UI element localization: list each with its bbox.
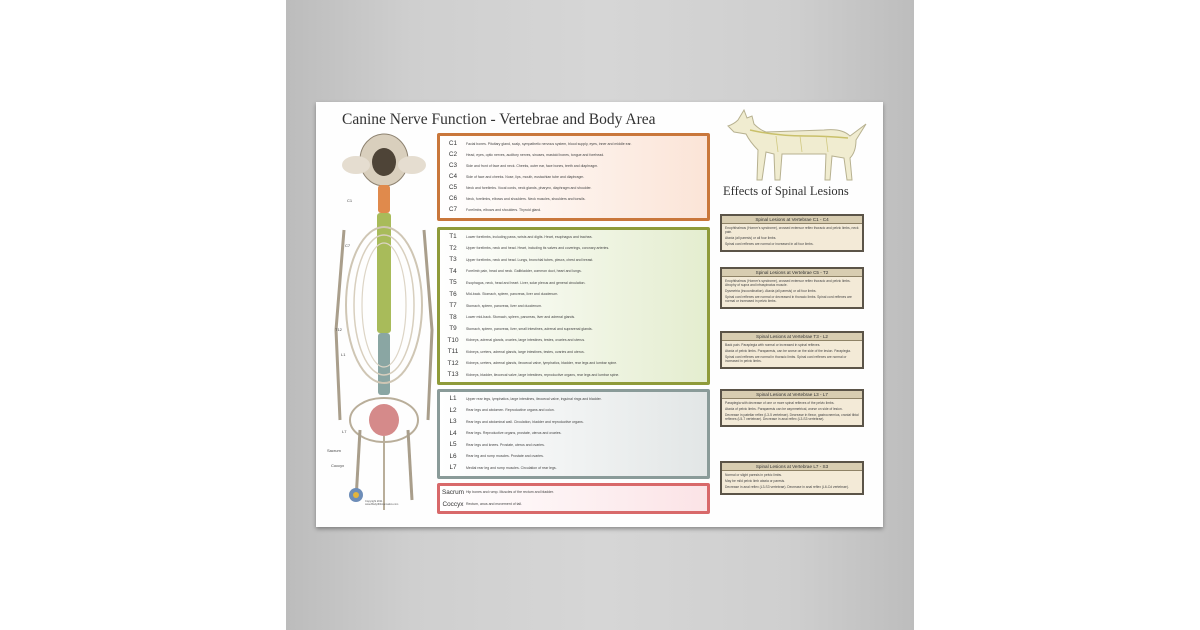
- lesion-title: Spinal Lesions at Vertebrae C5 - T2: [722, 269, 862, 277]
- thoracic-row: [440, 358, 707, 370]
- lesion-text: Enophthalmos (Horner's syndrome), crossed extensor reflex thoracic and pelvic limbs, neck pain.: [725, 226, 859, 234]
- vertebra-description: Kidneys, ureters, adrenal glands, ileocecal valve, lymphatics, bladder, rear legs and lumbar spine.: [466, 361, 618, 366]
- copyright-site: www.Body3Dkinematics.com: [365, 503, 399, 507]
- vertebra-label: T2: [449, 244, 457, 252]
- lumbar-row: [440, 462, 707, 474]
- vertebra-label: T5: [449, 279, 457, 287]
- sacral-row: [440, 498, 707, 510]
- thoracic-row: [440, 254, 707, 266]
- poster: [316, 102, 883, 527]
- vertebra-label: Coccyx: [442, 500, 464, 508]
- vertebra-description: Lower mid-back. Stomach, spleen, pancreas, liver and adrenal glands.: [466, 315, 576, 320]
- thoracic-row: [440, 243, 707, 255]
- vertebra-description: Forelimbs, elbows and shoulders. Thyroid gland.: [466, 207, 542, 212]
- cervical-row: [440, 160, 707, 171]
- lesion-title: Spinal Lesions at Vertebrae T3 - L2: [722, 333, 862, 341]
- vertebra-label: T12: [447, 359, 459, 367]
- vertebra-label: L6: [449, 452, 457, 460]
- cervical-row: [440, 149, 707, 160]
- lesion-title: Spinal Lesions at Vertebrae L3 - L7: [722, 391, 862, 399]
- vertebra-description: Upper rear legs, lymphatics, large intestines, ileocecal valve, inguinal rings and bladder.: [466, 396, 602, 401]
- lesion-text: Decrease in anal reflex (L3-S3 vertebrae). Decrease in anal reflex (L6-Cd vertebrae).: [725, 485, 849, 489]
- vertebra-description: Rear legs. Reproductive organs, prostate, uterus and ovaries.: [466, 431, 562, 436]
- vertebra-label: L1: [449, 395, 457, 403]
- thoracic-row: [440, 369, 707, 381]
- lesion-text: Spinal cord reflexes are normal in thoracic limbs. Spinal cord reflexes are normal or increased in pelvic limbs.: [725, 355, 847, 363]
- cervical-section: [437, 133, 710, 221]
- lumbar-row: [440, 439, 707, 451]
- thoracic-row: [440, 323, 707, 335]
- vertebra-label: C2: [448, 151, 458, 158]
- dog-illustration: [716, 106, 876, 184]
- vertebra-label: T9: [449, 325, 457, 333]
- vertebra-label: T6: [449, 290, 457, 298]
- vertebra-label: T1: [449, 233, 457, 241]
- lesion-panel-t3-l2: [720, 331, 864, 369]
- lesion-title: Spinal Lesions at Vertebrae C1 - C4: [722, 216, 862, 224]
- poster-title: Canine Nerve Function - Vertebrae and Body Area: [342, 111, 656, 128]
- vertebra-description: Lower forelimbs, including paws, wrists and digits. Heart, esophagus and trachea.: [466, 234, 593, 239]
- effects-title: Effects of Spinal Lesions: [723, 184, 849, 198]
- vertebra-label: C7: [448, 206, 458, 213]
- skeleton-label-sacrum: Sacrum: [327, 448, 341, 453]
- skeleton-label-coccyx: Coccyx: [331, 463, 345, 468]
- vertebra-description: Upper forelimbs, neck and head. Lungs, bronchial tubes, pleura, chest and breast.: [466, 257, 594, 262]
- lesion-text: Enophthalmos (Horner's syndrome), crossed extensor reflex thoracic and pelvic limbs. Atrophy of supra and infraspinatus muscle.: [725, 279, 851, 287]
- lesion-text: Normal or slight paresis in pelvic limbs.: [725, 473, 782, 477]
- lesion-text: Ataxia of pelvic limbs. Paraparesis, can be worse on the side of the lesion. Paraplegia.: [725, 349, 851, 353]
- lumbar-row: [440, 451, 707, 463]
- vertebra-description: Upper forelimbs, neck and head. Heart, including its valves and coverings, coronary arteries.: [466, 246, 610, 251]
- vertebra-description: Side and front of face and neck. Cheeks, outer ear, face bones, teeth and diaphragm.: [466, 163, 599, 168]
- vertebra-description: Forelimb pain, head and neck. Gallbladder, common duct, heart and lungs.: [466, 269, 582, 274]
- vertebra-description: Neck and forelimbs. Vocal cords, neck glands, pharynx, diaphragm and shoulder.: [466, 185, 592, 190]
- thoracic-row: [440, 231, 707, 243]
- vertebra-label: C6: [448, 195, 458, 202]
- cervical-row: [440, 182, 707, 193]
- lumbar-row: [440, 428, 707, 440]
- vertebra-description: Hip bones and rump. Muscles of the rectum and bladder.: [466, 490, 554, 494]
- vertebra-label: L4: [449, 429, 457, 437]
- sacral-section: [437, 483, 710, 514]
- lumbar-row: [440, 416, 707, 428]
- thoracic-row: [440, 277, 707, 289]
- thoracic-row: [440, 312, 707, 324]
- vertebra-description: Mid-back. Stomach, spleen, pancreas, liver and duodenum.: [466, 292, 559, 297]
- thoracic-row: [440, 300, 707, 312]
- copyright-line: Copyright 2011: [365, 500, 383, 503]
- lumbar-row: [440, 393, 707, 405]
- vertebra-label: C3: [448, 162, 458, 169]
- vertebra-label: T10: [447, 336, 459, 344]
- thoracic-section: [437, 227, 710, 385]
- vertebra-description: Neck, forelimbs, elbows and shoulders. Neck muscles, shoulders and tonsils.: [466, 196, 586, 201]
- vertebra-description: Rectum, anus and movement of tail.: [466, 502, 523, 506]
- vertebra-description: Rear legs and abdominal wall. Circulation, bladder and reproductive organs.: [466, 419, 584, 424]
- lesion-panel-c1-c4: [720, 214, 864, 252]
- lesion-text: Paraplegia with decrease of one or more spinal reflexes of the pelvic limbs.: [725, 401, 835, 405]
- skeleton-label-l1: L1: [341, 352, 346, 357]
- cervical-row: [440, 171, 707, 182]
- lesion-text: Back pain. Paraplegia with normal or increased in spinal reflexes.: [725, 343, 821, 347]
- vertebra-label: L3: [449, 418, 457, 426]
- vertebra-label: L2: [449, 406, 457, 414]
- vertebra-description: Medial rear leg and rump muscles. Circulation of rear legs.: [466, 465, 557, 470]
- vertebra-description: Rear legs and knees. Prostate, uterus and ovaries.: [466, 442, 545, 447]
- thoracic-row: [440, 289, 707, 301]
- vertebra-label: T13: [447, 371, 459, 379]
- copyright: [365, 500, 398, 506]
- cervical-row: [440, 204, 707, 215]
- vertebra-description: Side of face and cheeks. Nose, lips, mouth, eustachian tube and diaphragm.: [466, 174, 585, 179]
- lesion-title: Spinal Lesions at Vertebrae L7 - S3: [722, 463, 862, 471]
- vertebra-label: L5: [449, 441, 457, 449]
- thoracic-row: [440, 335, 707, 347]
- vertebra-description: Kidneys, ureters, adrenal glands, large intestines, testes, ovaries and uterus.: [466, 349, 585, 354]
- vertebra-description: Facial bones. Pituitary gland, scalp, sympathetic nervous system, blood supply, eyes, inner and middle ear.: [466, 141, 632, 146]
- skeleton-label-t12: T12: [335, 327, 342, 332]
- vertebra-label: C1: [448, 140, 458, 147]
- lesion-text: Dysmetria (incoordination). Ataxia (all paresis) or all four limbs.: [725, 289, 817, 293]
- cervical-row: [440, 138, 707, 149]
- vertebra-description: Stomach, spleen, pancreas, liver, small intestines, adrenal and suprarenal glands.: [466, 326, 593, 331]
- cervical-row: [440, 193, 707, 204]
- lesion-panel-c5-t2: [720, 267, 864, 309]
- skeleton-label-c1: C1: [347, 198, 353, 203]
- vertebra-description: Rear leg and rump muscles. Prostate and ovaries.: [466, 454, 544, 459]
- lumbar-row: [440, 405, 707, 417]
- vertebra-label: T8: [449, 313, 457, 321]
- lesion-text: Spinal cord reflexes are normal or increased in all four limbs.: [725, 242, 814, 246]
- vertebra-description: Kidneys, adrenal glands, ovaries, large intestines, testes, ovaries and uterus.: [466, 338, 586, 343]
- vertebra-label: T11: [447, 348, 459, 356]
- lesion-text: Ataxia of pelvic limbs. Paraparesis can be asymmetrical, worse on side of lesion.: [725, 407, 843, 411]
- lesion-panel-l3-l7: [720, 389, 864, 427]
- lesion-text: May be mild pelvic limb ataxia or paresis.: [725, 479, 786, 483]
- thoracic-row: [440, 346, 707, 358]
- lesion-text: Spinal cord reflexes are normal or decreased in thoracic limbs. Spinal cord reflexes are normal or increased in pelvic limbs.: [725, 295, 852, 303]
- sacral-row: [440, 486, 707, 498]
- vertebra-label: L7: [449, 464, 457, 472]
- vertebra-description: Stomach, spleen, pancreas, liver and duodenum.: [466, 303, 543, 308]
- vertebra-description: Esophagus, neck, head and heart. Liver, solar plexus and general circulation.: [466, 280, 586, 285]
- lesion-panel-l7-s3: [720, 461, 864, 495]
- lumbar-section: [437, 389, 710, 479]
- skeleton-label-l7: L7: [342, 429, 347, 434]
- vertebra-label: Sacrum: [441, 488, 465, 496]
- vertebra-description: Rear legs and abdomen. Reproductive organs and colon.: [466, 408, 555, 413]
- vertebra-label: T3: [449, 256, 457, 264]
- lesion-text: Decrease in patellar reflex (L3-5 vertebrae). Decrease in flexor, gastrocnemius, cranial tibial reflexes (L5-7 vertebrae). Decrease in anal reflex (L3-S3 vertebrae).: [725, 413, 859, 421]
- vertebra-label: C4: [448, 173, 458, 180]
- vertebra-label: T4: [449, 267, 457, 275]
- vertebra-label: T7: [449, 302, 457, 310]
- vertebra-description: Kidneys, bladder, ileocecal valve, large intestines, reproductive organs, rear legs and lumbar spine.: [466, 372, 620, 377]
- vertebra-label: C5: [448, 184, 458, 191]
- lesion-text: Ataxia (all paresis) or all four limbs.: [725, 236, 777, 240]
- skeleton-label-c7: C7: [345, 243, 351, 248]
- vertebra-description: Head, eyes, optic nerves, auditory nerves, sinuses, mastoid bones, tongue and forehead.: [466, 152, 605, 157]
- thoracic-row: [440, 266, 707, 278]
